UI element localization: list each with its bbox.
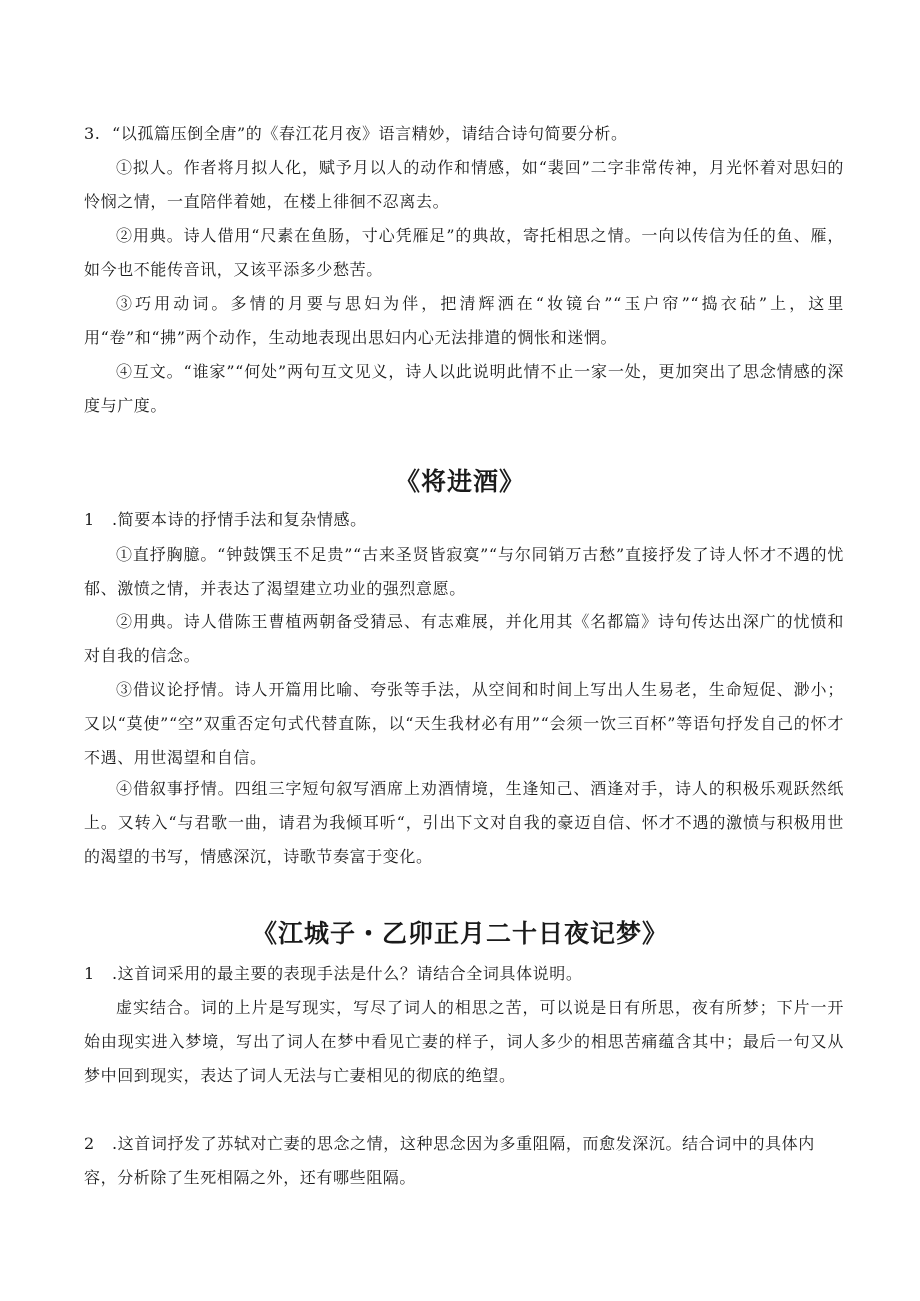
question-text: .这首词抒发了苏轼对亡妻的思念之情，这种思念因为多重阻隔，而愈发深沉。结合词中的具体内容，分析除了生死相隔之外，还有哪些阻隔。 xyxy=(84,1134,815,1187)
question-1 xyxy=(84,503,844,537)
question-number: 1 xyxy=(84,964,95,983)
answer-paragraph: 虚实结合。词的上片是写现实，写尽了词人的相思之苦，可以说是日有所思，夜有所梦；下片一开始由现实进入梦境，写出了词人在梦中看见亡妻的样子，词人多少的相思苦痛蕴含其中；最后一句又从梦中回到现实，表达了词人无法与亡妻相见的彻底的绝望。 xyxy=(84,998,844,1085)
answer-paragraph: ②用典。诗人借用“尺素在鱼肠，寸心凭雁足”的典故，寄托相思之情。一向以传信为任的鱼、雁，如今也不能传音讯，又该平添多少愁苦。 xyxy=(84,226,844,279)
answer-paragraph: ③巧用动词。多情的月要与思妇为伴，把清辉洒在“妆镜台”“玉户帘”“捣衣砧”上，这里用“卷”和“拂”两个动作，生动地表现出思妇内心无法排遣的惆怅和迷惘。 xyxy=(84,294,844,347)
answer-paragraph: ④互文。“谁家”“何处”两句互文见义，诗人以此说明此情不止一家一处，更加突出了思念情感的深度与广度。 xyxy=(84,362,844,415)
answer-paragraph: ④借叙事抒情。四组三字短句叙写酒席上劝酒情境，生逢知己、酒逢对手，诗人的积极乐观跃然纸上。又转入“与君歌一曲，请君为我倾耳听“，引出下文对自我的豪迈自信、怀才不遇的激愤与积极用世的渴望的书写，情感深沉，诗歌节奏富于变化。 xyxy=(84,779,844,866)
question-text: .这首词采用的最主要的表现手法是什么？请结合全词具体说明。 xyxy=(112,964,583,983)
answer-paragraph: ③借议论抒情。诗人开篇用比喻、夸张等手法，从空间和时间上写出人生易老，生命短促、渺小；又以“莫使”“空”双重否定句式代替直陈，以“天生我材必有用”“会须一饮三百杯”等语句抒发自己的怀才不遇、用世渴望和自信。 xyxy=(84,680,844,767)
section-title: 《江城子・乙卯正月二十日夜记梦》 xyxy=(251,919,668,948)
answer-paragraph: ①直抒胸臆。“钟鼓馔玉不足贵”“古来圣贤皆寂寞”“与尔同销万古愁”直接抒发了诗人怀才不遇的忧郁、激愤之情，并表达了渴望建立功业的强烈意愿。 xyxy=(84,545,844,598)
question-text: .简要本诗的抒情手法和复杂情感。 xyxy=(112,510,367,529)
question-number: 2 xyxy=(84,1134,95,1153)
question-3 xyxy=(84,117,844,151)
question-text: “以孤篇压倒全唐”的《春江花月夜》语言精妙，请结合诗句简要分析。 xyxy=(112,124,628,143)
question-number: 3. xyxy=(84,124,101,143)
section-title: 《将进酒》 xyxy=(394,467,525,496)
answer-paragraph: ②用典。诗人借陈王曹植两朝备受猜忌、有志难展，并化用其《名都篇》诗句传达出深广的忧愤和对自我的信念。 xyxy=(84,612,844,665)
question-1 xyxy=(84,957,844,991)
answer-paragraph: ①拟人。作者将月拟人化，赋予月以人的动作和情感，如“裴回”二字非常传神，月光怀着对思妇的怜悯之情，一直陪伴着她，在楼上徘徊不忍离去。 xyxy=(84,158,844,211)
question-number: 1 xyxy=(84,510,95,529)
question-2 xyxy=(84,1127,844,1195)
